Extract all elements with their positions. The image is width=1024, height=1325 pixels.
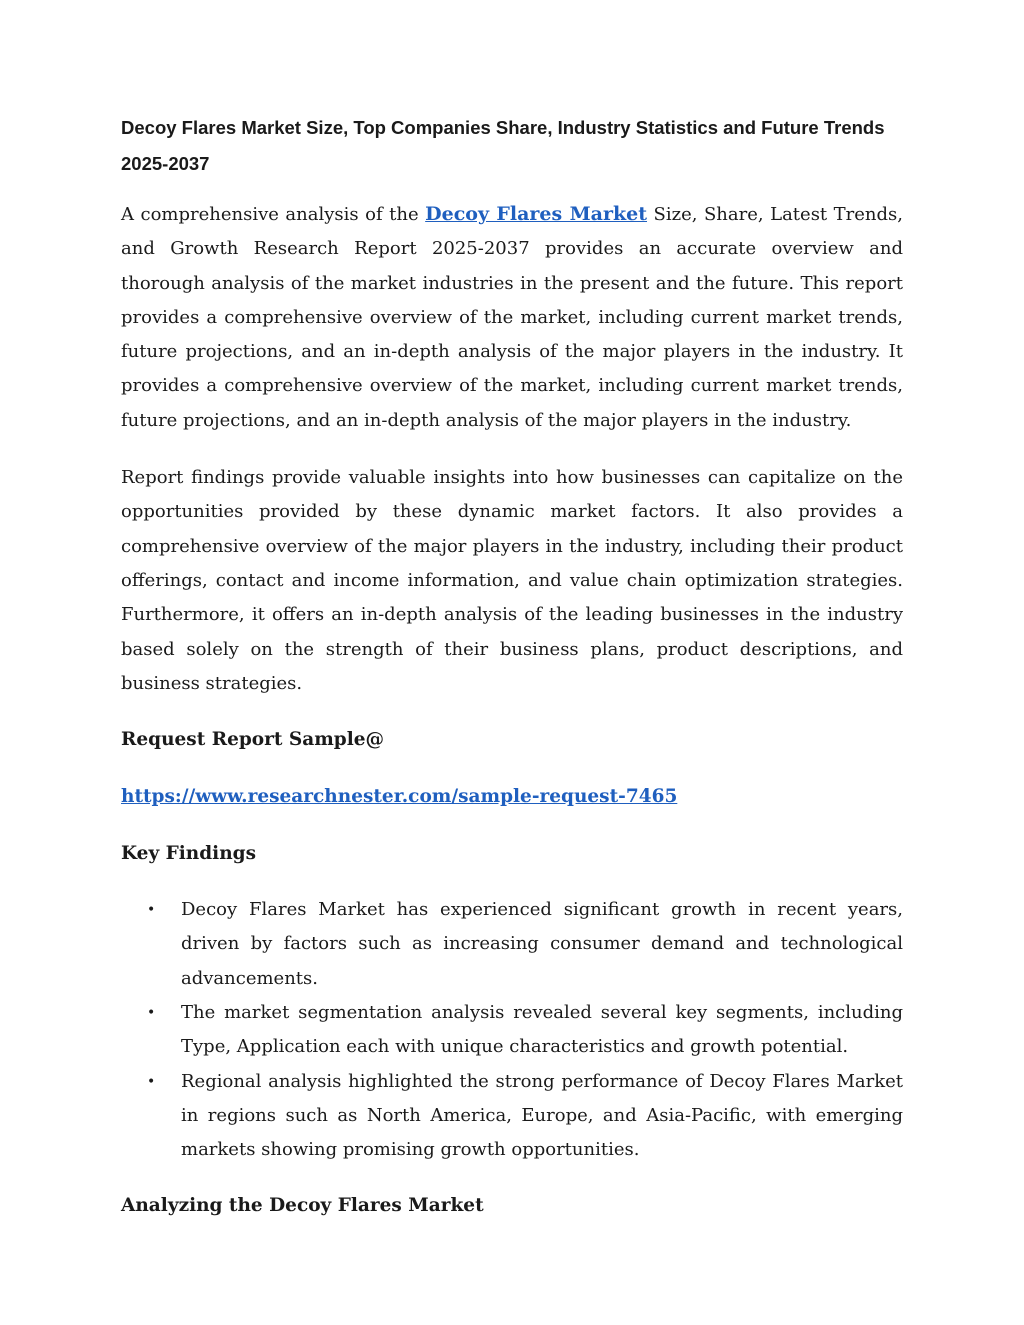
intro-text-before-link: A comprehensive analysis of the: [121, 204, 426, 225]
document-title: Decoy Flares Market Size, Top Companies Share, Industry Statistics and Future Trends 2025-2037: [121, 117, 885, 174]
document-page: [121, 110, 903, 1224]
decoy-flares-market-link[interactable]: Decoy Flares Market: [425, 203, 648, 225]
analyzing-market-heading: Analyzing the Decoy Flares Market: [121, 1195, 484, 1217]
bullet-icon: •: [147, 1073, 156, 1090]
key-finding-item: [121, 996, 903, 1065]
key-finding-item: [121, 893, 903, 996]
bullet-icon: •: [147, 902, 156, 919]
key-finding-item: [121, 1065, 903, 1168]
key-finding-text: Regional analysis highlighted the strong performance of Decoy Flares Market in regions such as North America, Europe, and Asia-Pacific, with emerging markets showing promising growth opportunities.: [181, 1070, 903, 1161]
intro-paragraph: [121, 197, 903, 438]
key-finding-text: The market segmentation analysis revealed several key segments, including Type, Application each with unique characteristics and growth potential.: [181, 1001, 903, 1058]
key-findings-heading: Key Findings: [121, 842, 257, 864]
key-finding-text: Decoy Flares Market has experienced significant growth in recent years, driven by factors such as increasing consumer demand and technological advancements.: [181, 899, 903, 989]
report-findings-paragraph: Report findings provide valuable insights into how businesses can capitalize on the opportunities provided by these dynamic market factors. It also provides a comprehensive overview of the major players in the industry, including their product offerings, contact and income information, and value chain optimization strategies. Furthermore, it offers an in-depth analysis of the leading businesses in the industry based solely on the strength of their business plans, product descriptions, and business strategies.: [121, 467, 903, 694]
key-findings-list: [121, 893, 903, 1167]
intro-text-after-link: Size, Share, Latest Trends, and Growth Research Report 2025-2037 provides an accurate overview and thorough analysis of the market industries in the present and the future. This report provides a comprehensive overview of the market, including current market trends, future projections, and an in-depth analysis of the major players in the industry. It provides a comprehensive overview of the market, including current market trends, future projections, and an in-depth analysis of the major players in the industry.: [121, 204, 904, 431]
request-sample-heading: Request Report Sample@: [121, 729, 385, 751]
sample-request-link[interactable]: https://www.researchnester.com/sample-request-7465: [121, 786, 678, 808]
bullet-icon: •: [147, 1004, 156, 1021]
